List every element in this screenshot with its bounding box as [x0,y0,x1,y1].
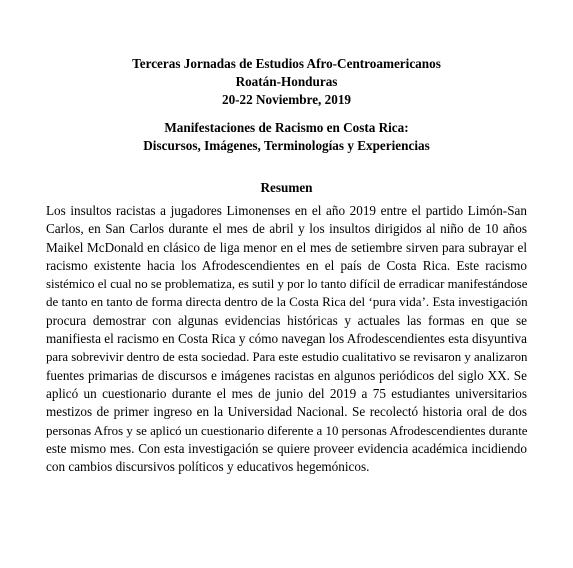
abstract-line: mestizos de primer ingreso en la Universidad Nacional. Se recolectó historia oral de dos [46,404,527,420]
paper-title-line-2: Discursos, Imágenes, Terminologías y Experiencias [143,138,430,153]
abstract-line: fuentes primarias de discursos e imágenes racistas en algunos periódicos del siglo XX. Se [46,367,527,383]
abstract-line: procura demostrar con algunas evidencias históricas y actuales las formas en que se [46,312,527,328]
abstract-line: racismo existente hacia los Afrodescendientes en el país de Costa Rica. Este racismo [46,257,527,273]
abstract-line: Carlos, en San Carlos durante el mes de abril y los insultos dirigidos al niño de 10 años [46,221,527,237]
conference-location: Roatán-Honduras [235,74,338,89]
conference-name: Terceras Jornadas de Estudios Afro-Centroamericanos [132,56,441,71]
abstract-line: sistémico el cual no se problematiza, es sutil y por lo tanto difícil de erradicar manifestándose [46,277,528,292]
conference-header [0,55,573,109]
abstract-body [46,202,527,476]
conference-dates: 20-22 Noviembre, 2019 [221,92,352,107]
paper-title-line-1: Manifestaciones de Racismo en Costa Rica: [164,120,409,135]
paper-title [0,119,573,155]
abstract-line: Los insultos racistas a jugadores Limonenses en el año 2019 entre el partido Limón-San [46,203,527,218]
abstract-line: con cambios discursivos políticos y educativos hegemónicos. [46,459,370,475]
abstract-line: de tanto en tanto de forma directa dentro de la Costa Rica del ‘pura vida’. Esta investigación [46,294,528,310]
abstract-line: manifiesta el racismo en Costa Rica y cómo navegan los Afrodescendientes esta disyuntiva [46,331,527,347]
abstract-line: para sobrevivir dentro de esta sociedad. Para este estudio cualitativo se revisaron y analizaron [46,350,528,365]
abstract-line: Maikel McDonald en clásico de liga menor en el mes de setiembre sirven para subrayar el [46,239,527,255]
abstract-line: personas Afros y se aplicó un cuestionario diferente a 10 personas Afrodescendientes durante [46,422,528,438]
abstract-line: aplicó un cuestionario durante el mes de junio del 2019 a 75 estudiantes universitarios [46,385,527,401]
abstract-line: este mismo mes. Con esta investigación se quiere proveer evidencia académica incidiendo [46,440,527,456]
abstract-heading: Resumen [260,180,313,195]
